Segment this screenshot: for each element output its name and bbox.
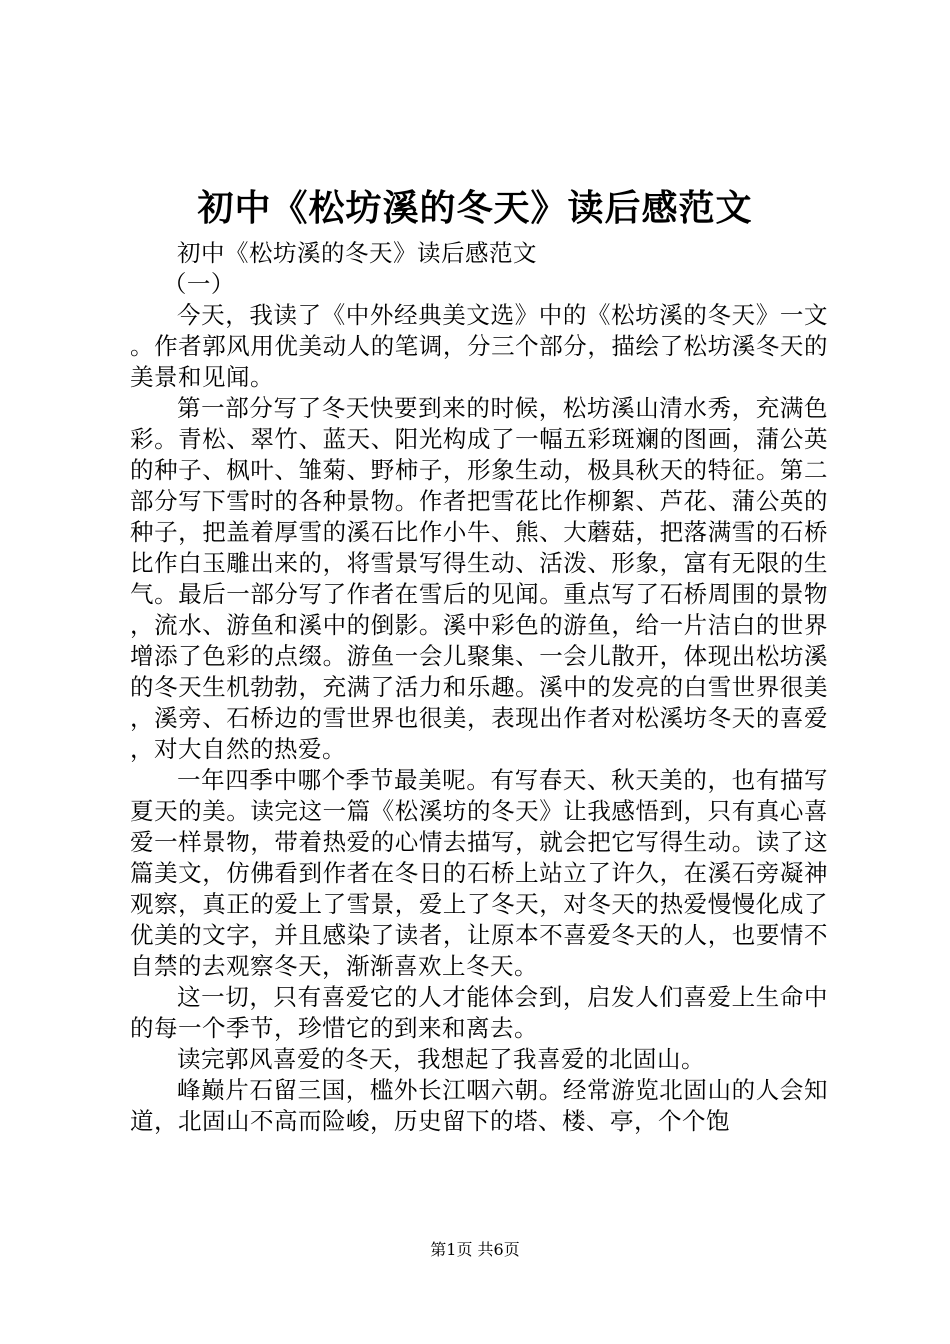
section-marker: （一） — [162, 270, 235, 298]
document-body — [130, 238, 828, 1137]
paragraph-4: 这一切，只有喜爱它的人才能体会到，启发人们喜爱上生命中的每一个季节，珍惜它的到来和离去。 — [130, 983, 828, 1042]
document-subtitle: 初中《松坊溪的冬天》读后感范文 — [177, 239, 537, 267]
paragraph-6: 峰巅片石留三国，槛外长江咽六朝。经常游览北固山的人会知道，北固山不高而险峻，历史留下的塔、楼、亭，个个饱 — [130, 1076, 828, 1135]
page-footer: 第1页 共6页 — [430, 1240, 520, 1259]
document-title: 初中《松坊溪的冬天》读后感范文 — [197, 187, 753, 229]
paragraph-1: 今天，我读了《中外经典美文选》中的《松坊溪的冬天》一文。作者郭风用优美动人的笔调，分三个部分，描绘了松坊溪冬天的美景和见闻。 — [130, 301, 828, 391]
paragraph-3: 一年四季中哪个季节最美呢。有写春天、秋天美的，也有描写夏天的美。读完这一篇《松溪坊的冬天》让我感悟到，只有真心喜爱一样景物，带着热爱的心情去描写，就会把它写得生动。读了这篇美文，仿佛看到作者在冬日的石桥上站立了许久，在溪石旁凝神观察，真正的爱上了雪景，爱上了冬天，对冬天的热爱慢慢化成了优美的文字，并且感染了读者，让原本不喜爱冬天的人，也要情不自禁的去观察冬天，渐渐喜欢上冬天。 — [130, 766, 828, 980]
paragraph-2: 第一部分写了冬天快要到来的时候，松坊溪山清水秀，充满色彩。青松、翠竹、蓝天、阳光构成了一幅五彩斑斓的图画，蒲公英的种子、枫叶、雏菊、野柿子，形象生动，极具秋天的特征。第二部分写下雪时的各种景物。作者把雪花比作柳絮、芦花、蒲公英的种子，把盖着厚雪的溪石比作小牛、熊、大蘑菇，把落满雪的石桥比作白玉雕出来的，将雪景写得生动、活泼、形象，富有无限的生气。最后一部分写了作者在雪后的见闻。重点写了石桥周围的景物，流水、游鱼和溪中的倒影。溪中彩色的游鱼，给一片洁白的世界增添了色彩的点缀。游鱼一会儿聚集、一会儿散开，体现出松坊溪的冬天生机勃勃，充满了活力和乐趣。溪中的发亮的白雪世界很美，溪旁、石桥边的雪世界也很美，表现出作者对松溪坊冬天的喜爱，对大自然的热爱。 — [130, 394, 828, 763]
paragraph-5: 读完郭风喜爱的冬天，我想起了我喜爱的北固山。 — [177, 1045, 705, 1073]
